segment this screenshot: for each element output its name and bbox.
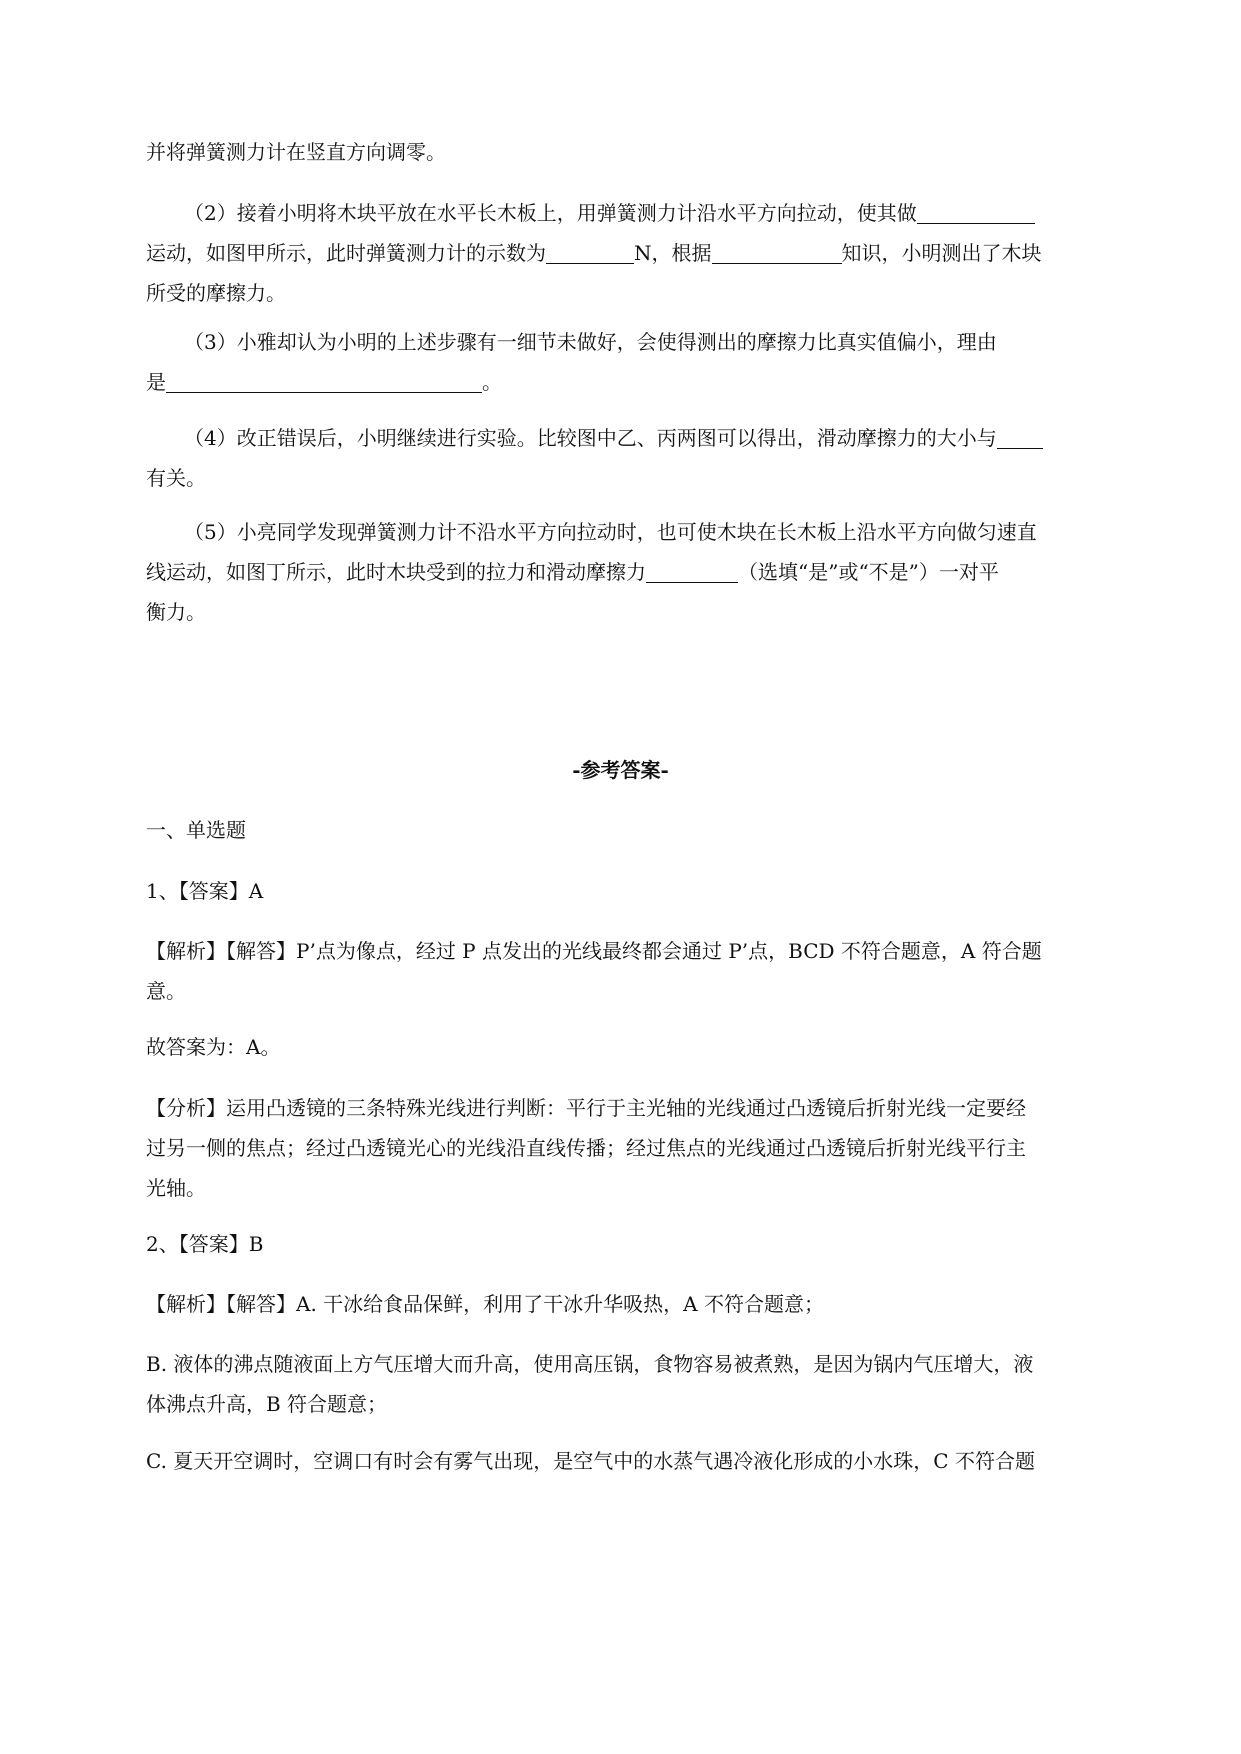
answer-1-explanation-line: 【解析】【解答】P’点为像点，经过 P 点发出的光线最终都会通过 P’点，BCD 不符合题意，A 符合题 [146,939,1042,963]
answer-1-explanation-line: 意。 [146,979,186,1003]
question-continuation: 并将弹簧测力计在竖直方向调零。 [146,140,446,164]
section-heading: 一、单选题 [146,818,246,842]
answer-1-heading: 1、【答案】A [146,879,264,903]
answer-1-analysis-line: 过另一侧的焦点；经过凸透镜光心的光线沿直线传播；经过焦点的光线通过凸透镜后折射光线平行主 [146,1136,1026,1160]
answer-2-option-b-line: 体沸点升高，B 符合题意； [146,1392,388,1416]
question-2-text: N，根据 [634,241,712,265]
answer-1-explanation [146,931,1152,1011]
answer-blank-motion[interactable] [917,197,1035,224]
question-5-line-1: （5）小亮同学发现弹簧测力计不沿水平方向拉动时，也可使木块在长木板上沿水平方向做匀速直 [184,520,1037,544]
answer-2-option-b-line: B. 液体的沸点随液面上方气压增大而升高，使用高压锅，食物容易被煮熟，是因为锅内气压增大，液 [146,1352,1034,1376]
answer-1-analysis [146,1088,1152,1208]
question-5 [146,512,1152,632]
question-2-text: 知识，小明测出了木块 [841,241,1042,265]
answer-blank-factor[interactable] [997,422,1043,449]
answer-blank-knowledge[interactable] [712,237,842,264]
question-4-line-2: 有关。 [146,466,206,490]
answer-1-analysis-line: 光轴。 [146,1176,206,1200]
question-2-line-1 [146,193,1152,233]
answer-1-analysis-line: 【分析】运用凸透镜的三条特殊光线进行判断：平行于主光轴的光线通过凸透镜后折射光线一定要经 [146,1096,1026,1120]
question-2-line-3: 所受的摩擦力。 [146,281,286,305]
question-4-text: （4）改正错误后，小明继续进行实验。比较图中乙、丙两图可以得出，滑动摩擦力的大小与 [184,426,997,450]
question-5-line-2 [146,552,1152,592]
answer-2-heading: 2、【答案】B [146,1232,264,1256]
question-4-line-1 [146,418,1152,458]
question-3-text: 。 [482,370,502,394]
answer-2-option-b [146,1344,1152,1424]
answer-blank-balance[interactable] [646,556,738,583]
question-5-text: 线运动，如图丁所示，此时木块受到的拉力和滑动摩擦力 [146,560,646,584]
answer-blank-reason[interactable] [166,366,482,393]
question-3 [146,322,1152,402]
question-4 [146,418,1152,498]
question-5-line-3: 衡力。 [146,600,206,624]
question-3-line-2 [146,362,1152,402]
question-3-line-1: （3）小雅却认为小明的上述步骤有一细节未做好，会使得测出的摩擦力比真实值偏小，理由 [184,330,997,354]
question-5-text: （选填“是”或“不是”）一对平 [738,560,999,584]
question-2-line-2 [146,233,1152,273]
question-2 [146,193,1152,313]
answer-1-final: 故答案为：A。 [146,1035,281,1059]
question-2-text: （2）接着小明将木块平放在水平长木板上，用弹簧测力计沿水平方向拉动，使其做 [184,201,917,225]
answer-2-option-c: C. 夏天开空调时，空调口有时会有雾气出现，是空气中的水蒸气遇冷液化形成的小水珠，C 不符合题 [146,1449,1035,1473]
answer-blank-reading[interactable] [546,237,634,264]
answers-title: -参考答案- [572,758,669,782]
question-3-text: 是 [146,370,166,394]
answer-2-option-a: 【解析】【解答】A. 干冰给食品保鲜，利用了干冰升华吸热，A 不符合题意； [146,1292,824,1316]
question-2-text: 运动，如图甲所示，此时弹簧测力计的示数为 [146,241,546,265]
